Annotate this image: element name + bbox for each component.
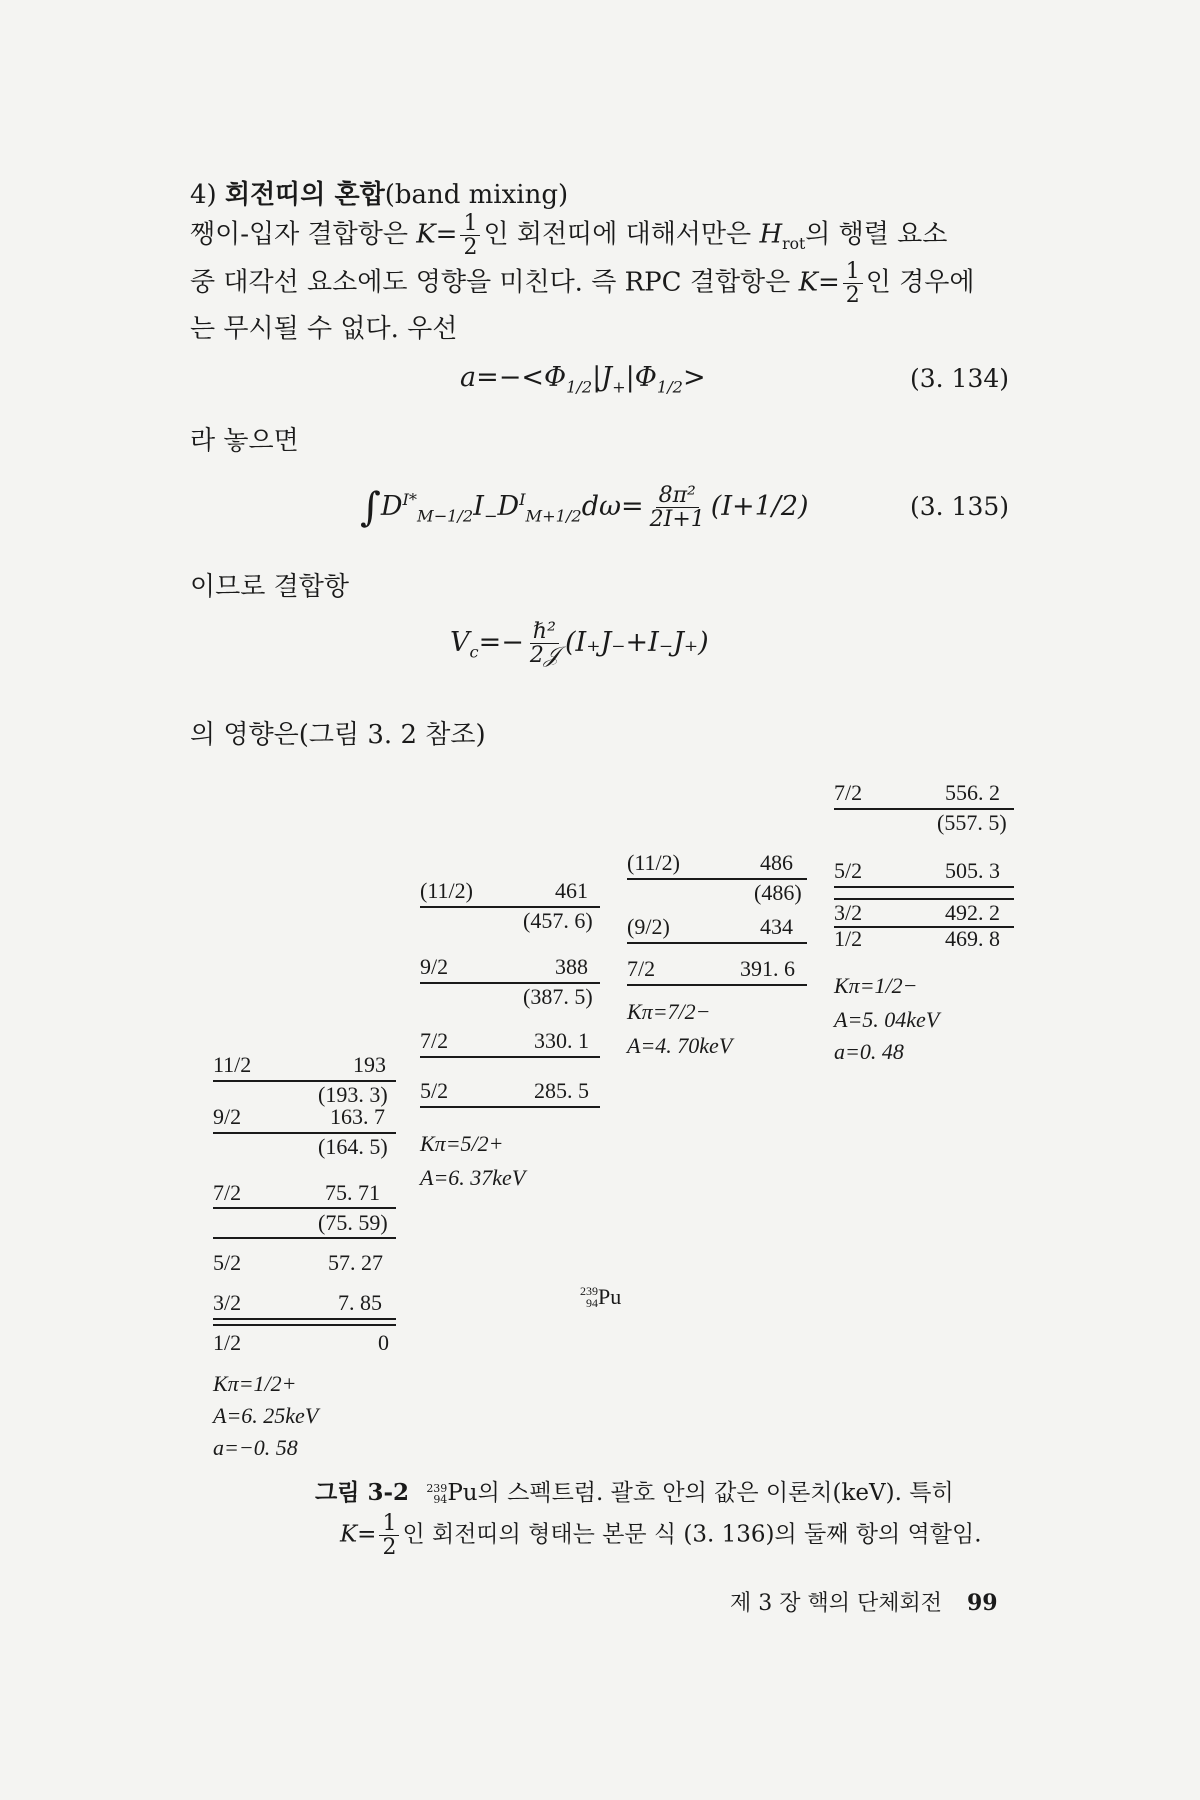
level-line — [420, 1056, 600, 1058]
eq-part: a=−<Φ — [460, 362, 567, 393]
level-energy: 193 — [353, 1052, 386, 1077]
paragraph-line-3: 는 무시될 수 없다. 우선 — [190, 314, 458, 344]
nucleus-label — [580, 1284, 621, 1310]
equation-3-135 — [360, 484, 809, 531]
math-k: K= — [416, 219, 458, 250]
equation-number: (3. 134) — [910, 364, 1010, 393]
fraction-denominator: 2 — [463, 235, 478, 261]
level-spin: 9/2 — [213, 1104, 242, 1129]
band-decoupling: a=−0. 58 — [213, 1435, 298, 1460]
eq-subscript: M+1/2 — [525, 506, 582, 526]
eq-part: D — [380, 491, 403, 523]
eq-fraction — [527, 620, 562, 667]
eq-part: dω= — [581, 491, 644, 523]
level-energy: 461 — [555, 878, 588, 903]
equation-3-134 — [460, 362, 706, 396]
level-energy: 163. 7 — [330, 1104, 385, 1129]
fraction-half — [460, 212, 480, 259]
figure-caption-line-1 — [315, 1474, 954, 1507]
nucleus-z: 94 — [433, 1493, 448, 1506]
band-k-label: Kπ=5/2+ — [420, 1131, 504, 1156]
section-heading — [190, 174, 568, 211]
fraction-numerator: 8π² — [656, 484, 699, 508]
eq-subscript: M−1/2 — [417, 506, 474, 526]
eq-part: |Φ — [625, 362, 657, 393]
text-influence: 의 영향은(그림 3. 2 참조) — [190, 720, 486, 750]
eq-superscript: I* — [402, 490, 417, 510]
band-k-label: Kπ=1/2+ — [213, 1371, 297, 1396]
band-a-param: A=4. 70keV — [627, 1033, 733, 1058]
eq-subscript: − — [483, 506, 498, 526]
fraction-denominator: 2 — [382, 1535, 397, 1561]
level-theory: (75. 59) — [318, 1210, 388, 1235]
level-line — [213, 1324, 396, 1326]
level-energy: 57. 27 — [328, 1250, 383, 1275]
running-head: 제 3 장 핵의 단체회전 — [730, 1591, 942, 1616]
section-number: 4) — [190, 180, 217, 210]
fraction-denominator: 2𝒥 — [529, 643, 560, 669]
level-energy: 285. 5 — [534, 1078, 589, 1103]
band-decoupling: a=0. 48 — [834, 1039, 904, 1064]
level-line — [213, 1207, 396, 1209]
level-energy: 330. 1 — [534, 1028, 589, 1053]
level-energy: 7. 85 — [338, 1290, 382, 1315]
level-spin: 5/2 — [213, 1250, 242, 1275]
fraction-numerator: 1 — [843, 260, 863, 284]
level-energy: 556. 2 — [945, 780, 1000, 805]
eq-part: V — [450, 627, 470, 659]
eq-fraction — [647, 484, 708, 531]
eq-subscript: c — [469, 642, 479, 662]
level-theory: (193. 3) — [318, 1082, 388, 1107]
eq-subscript: + — [612, 377, 626, 397]
equation-coupling — [450, 620, 709, 667]
level-line — [834, 886, 1014, 888]
level-energy: 505. 3 — [945, 858, 1000, 883]
level-spin: 3/2 — [213, 1290, 242, 1315]
fraction-half — [843, 260, 863, 307]
text-ra: 라 놓으면 — [190, 426, 299, 456]
eq-part: I — [473, 491, 484, 523]
level-theory: (557. 5) — [937, 810, 1007, 835]
level-spin: 7/2 — [213, 1180, 242, 1205]
math-h: H — [759, 219, 783, 250]
eq-part: (I₊J₋+I₋J₊) — [565, 627, 709, 659]
eq-part: =− — [478, 627, 524, 659]
page-footer — [730, 1586, 998, 1617]
level-spin: 5/2 — [834, 858, 863, 883]
level-energy: 469. 8 — [945, 926, 1000, 951]
nucleus-z: 94 — [586, 1296, 598, 1310]
level-line — [627, 984, 807, 986]
band-a-param: A=5. 04keV — [834, 1007, 940, 1032]
level-spin: 3/2 — [834, 900, 863, 925]
level-line — [420, 1106, 600, 1108]
level-spin: (9/2) — [627, 914, 670, 939]
fraction-numerator: 1 — [460, 212, 480, 236]
eq-superscript: I — [519, 490, 526, 510]
level-spin: 1/2 — [213, 1330, 242, 1355]
text-segment: 쨍이-입자 결합항은 — [190, 219, 408, 250]
figure-label: 그림 3-2 — [315, 1479, 409, 1506]
caption-text: 인 회전띠의 형태는 본문 식 (3. 136)의 둘째 항의 역할임. — [402, 1521, 982, 1548]
level-energy: 391. 6 — [740, 956, 795, 981]
fraction-half — [379, 1512, 399, 1559]
text-segment: 중 대각선 요소에도 영향을 미친다. 즉 RPC 결합항은 — [190, 267, 791, 298]
level-theory: (387. 5) — [523, 984, 593, 1009]
caption-text: Pu의 스펙트럼. 괄호 안의 값은 이론치(keV). 특히 — [447, 1480, 954, 1506]
level-theory: (457. 6) — [523, 908, 593, 933]
level-energy: 75. 71 — [325, 1180, 380, 1205]
band-k-label: Kπ=1/2− — [834, 973, 918, 998]
math-k: K= — [798, 267, 840, 298]
eq-subscript: 1/2 — [656, 377, 683, 397]
level-line — [627, 942, 807, 944]
level-spin: 9/2 — [420, 954, 449, 979]
text-segment: 인 회전띠에 대해서만은 — [483, 219, 752, 250]
figure-caption-line-2 — [340, 1512, 982, 1559]
nucleus-mass: 239 — [426, 1482, 448, 1495]
paragraph-line-1 — [190, 212, 947, 259]
fraction-denominator: 2I+1 — [649, 507, 705, 533]
nucleus-mass: 239 — [580, 1284, 598, 1298]
nucleus-symbol: Pu — [598, 1284, 622, 1309]
paragraph-line-2 — [190, 260, 975, 307]
level-spin: 7/2 — [834, 780, 863, 805]
page-number: 99 — [967, 1590, 998, 1616]
level-line — [213, 1237, 396, 1239]
band-a-param: A=6. 37keV — [420, 1165, 526, 1190]
text-segment: 인 경우에 — [865, 267, 975, 298]
integral-sign: ∫ — [360, 484, 381, 531]
math-k: K= — [340, 1521, 377, 1548]
level-energy: 434 — [760, 914, 793, 939]
fraction-numerator: ℏ² — [530, 620, 559, 644]
level-spin: 5/2 — [420, 1078, 449, 1103]
equation-number: (3. 135) — [910, 492, 1010, 521]
fraction-numerator: 1 — [379, 1512, 399, 1536]
level-spin: (11/2) — [420, 878, 473, 903]
level-theory: (164. 5) — [318, 1134, 388, 1159]
band-a-param: A=6. 25keV — [213, 1403, 319, 1428]
level-spin: 7/2 — [420, 1028, 449, 1053]
level-spin: 1/2 — [834, 926, 863, 951]
band-k-label: Kπ=7/2− — [627, 999, 711, 1024]
section-title-ko: 회전띠의 혼합 — [224, 180, 385, 210]
level-energy: 486 — [760, 850, 793, 875]
section-title-en: (band mixing) — [384, 180, 569, 210]
level-theory: (486) — [754, 880, 802, 905]
level-spin: 11/2 — [213, 1052, 252, 1077]
eq-subscript: 1/2 — [566, 377, 593, 397]
level-energy: 388 — [555, 954, 588, 979]
level-energy: 0 — [378, 1330, 389, 1355]
math-subscript: rot — [782, 234, 806, 253]
level-energy: 492. 2 — [945, 900, 1000, 925]
level-spin: 7/2 — [627, 956, 656, 981]
eq-part: > — [682, 362, 706, 393]
text-segment: 의 행렬 요소 — [805, 219, 948, 250]
eq-part: (I+1/2) — [710, 491, 809, 523]
eq-part: |J — [592, 362, 613, 393]
fraction-denominator: 2 — [845, 283, 860, 309]
eq-part: D — [497, 491, 520, 523]
level-line — [213, 1318, 396, 1320]
level-spin: (11/2) — [627, 850, 680, 875]
text-imeuro: 이므로 결합항 — [190, 572, 349, 602]
